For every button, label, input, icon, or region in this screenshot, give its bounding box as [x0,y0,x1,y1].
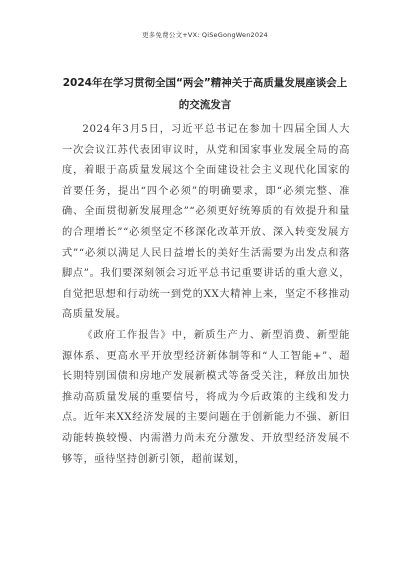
paragraph-1: 2024年3月5日，习近平总书记在参加十四届全国人大一次会议江苏代表团审议时，从党和国家事业发展全局的高度，着眼于高质量发展这个全面建设社会主义现代化国家的首要任务，提出“四个必须”的明确要求，即“必须完整、准确、全面贯彻新发展理念”“必须更好统筹质的有效提升和量的合理增长”“必须坚定不移深化改革开放、深入转变发展方式”“必须以满足人民日益增长的美好生活需要为出发点和落脚点”。我们要深刻领会习近平总书记重要讲话的重大意义，自觉把思想和行动统一到党的XX大精神上来，坚定不移推动高质量发展。 [62,124,350,321]
document-body [62,120,350,470]
document-title: 2024年在学习贯彻全国“两会”精神关于高质量发展座谈会上的交流发言 [62,77,348,111]
paragraph-2: 《政府工作报告》中，新质生产力、新型消费、新型能源体系、更高水平开放型经济新体制等和“人工智能+”、超长期特别国债和房地产发展新模式等备受关注，释放出加快推动高质量发展的重要信号，将成为今后政策的主线和发力点。近年来XX经济发展的主要问题在于创新能力不强、新旧动能转换较慢、内需潜力尚未充分激发、开放型经济发展不够等，亟待坚持创新引领，超前谋划， [62,329,350,465]
header-note: 更多免费公文+VX: QiSeGongWen2024 [142,31,268,39]
